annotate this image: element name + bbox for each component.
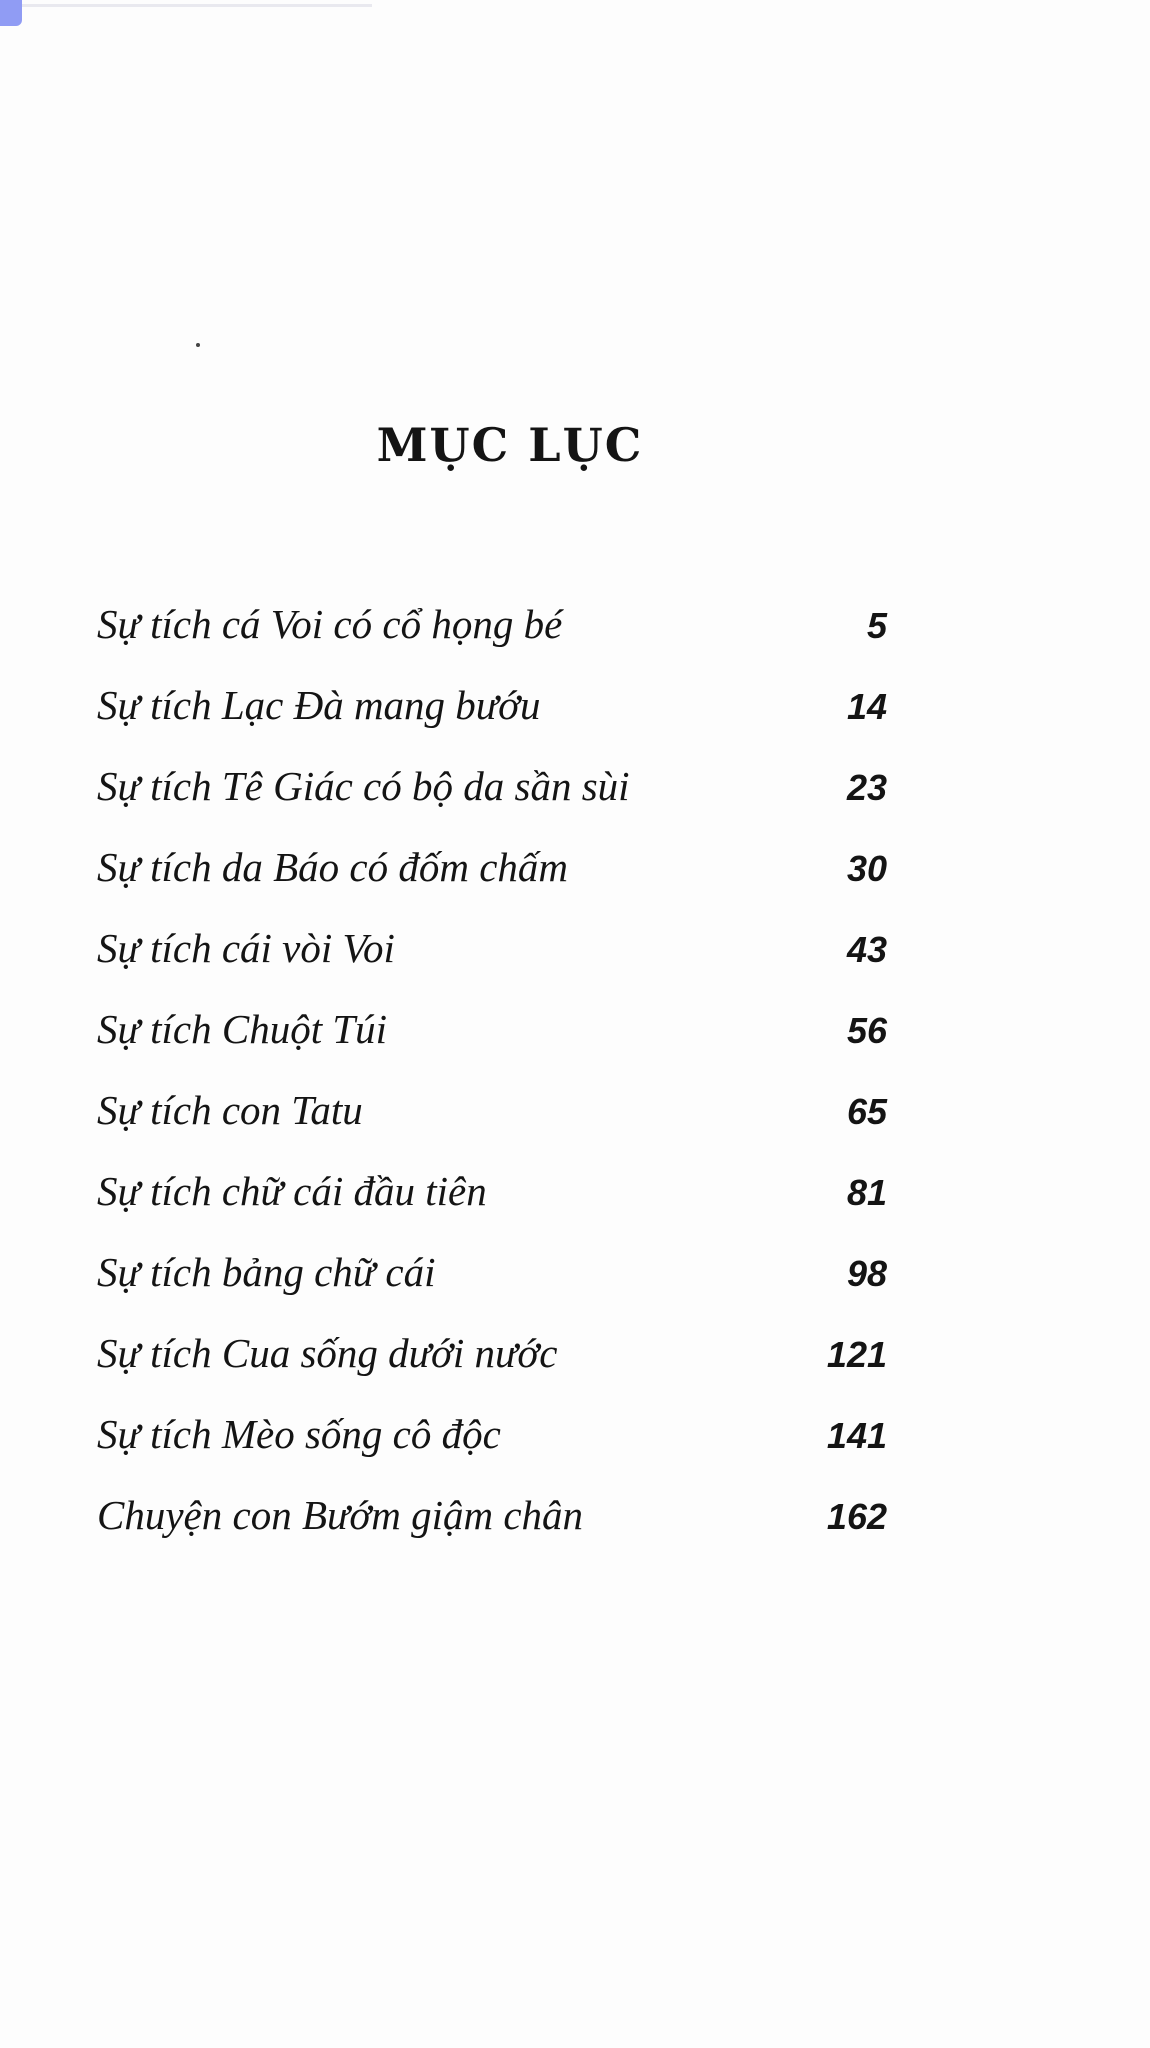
toc-entry (97, 1086, 887, 1167)
toc-entry-title: Sự tích Tê Giác có bộ da sần sùi (97, 763, 630, 809)
toc-entry-title: Sự tích cái vòi Voi (97, 925, 395, 971)
toc-entry-title: Sự tích cá Voi có cổ họng bé (97, 601, 563, 647)
toc-entry-title: Sự tích Lạc Đà mang bướu (97, 682, 541, 728)
toc-entry-title: Sự tích con Tatu (97, 1087, 363, 1133)
ink-speck (196, 343, 200, 347)
toc-entry-page: 141 (826, 1415, 887, 1456)
toc-entry (97, 1410, 887, 1491)
toc-entry (97, 843, 887, 924)
scan-artifact (0, 0, 22, 26)
toc-entry-title: Chuyện con Bướm giậm chân (97, 1492, 584, 1538)
toc-entry (97, 1167, 887, 1248)
toc-entry (97, 681, 887, 762)
toc-entry-page: 65 (846, 1091, 887, 1132)
toc-entry-page: 81 (846, 1172, 887, 1213)
toc-entry (97, 924, 887, 1005)
toc-entry-page: 98 (846, 1253, 887, 1294)
toc-entry (97, 762, 887, 843)
toc-entry-page: 30 (846, 848, 887, 889)
toc-entry-title: Sự tích Chuột Túi (97, 1006, 388, 1052)
toc-entry (97, 1005, 887, 1086)
toc-entry-title: Sự tích Cua sống dưới nước (97, 1330, 558, 1376)
scan-edge (22, 4, 372, 7)
toc-entry (97, 1491, 887, 1572)
toc-entry-page: 162 (826, 1496, 887, 1537)
toc-entry-page: 121 (826, 1334, 887, 1375)
toc-entry-page: 56 (846, 1010, 887, 1051)
toc-entry-title: Sự tích bảng chữ cái (97, 1249, 436, 1295)
toc-entry (97, 600, 887, 681)
toc-entry (97, 1329, 887, 1410)
toc-entry-page: 23 (846, 767, 887, 808)
table-of-contents (97, 600, 887, 1572)
toc-entry-page: 14 (846, 686, 887, 727)
toc-entry-page: 5 (866, 605, 887, 646)
toc-entry-title: Sự tích Mèo sống cô độc (97, 1411, 501, 1457)
page-title: MỤC LỤC (376, 418, 644, 472)
toc-entry-title: Sự tích da Báo có đốm chấm (97, 844, 568, 890)
toc-entry-page: 43 (846, 929, 887, 970)
toc-entry (97, 1248, 887, 1329)
toc-entry-title: Sự tích chữ cái đầu tiên (97, 1168, 487, 1214)
